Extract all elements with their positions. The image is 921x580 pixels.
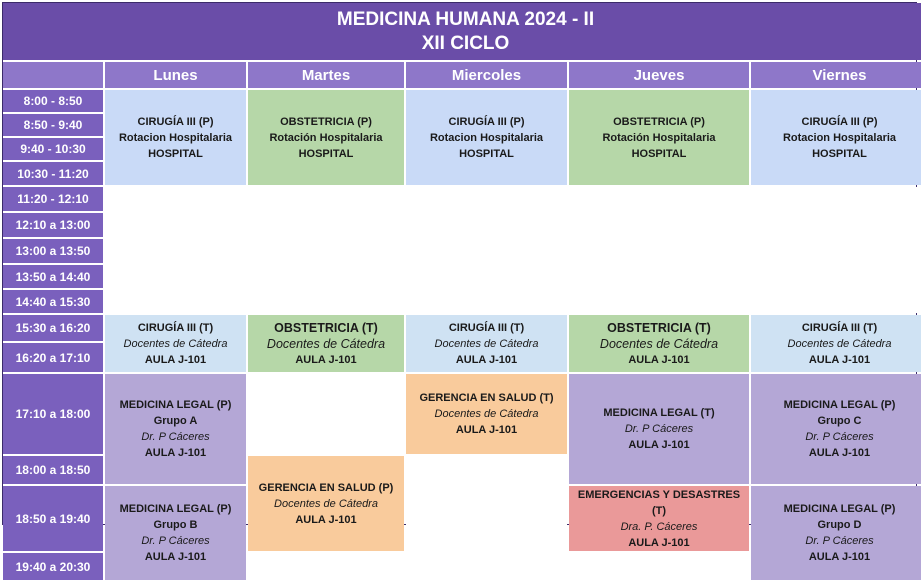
course-teacher: Dr. P Cáceres: [141, 431, 210, 443]
course-location: AULA J-101: [628, 439, 690, 451]
course-name: CIRUGÍA III (P): [801, 115, 878, 128]
empty-slot: [406, 187, 567, 313]
class-block-jueves-evening: [569, 374, 749, 484]
course-teacher: Dra. P. Cáceres: [620, 520, 698, 533]
class-block-viernes-morning: [751, 90, 921, 185]
time-slot: 14:40 a 15:30: [3, 290, 103, 313]
course-teacher: Dr. P Cáceres: [141, 535, 210, 547]
class-block-miercoles-evening: [406, 374, 567, 454]
course-name: CIRUGÍA III (T): [137, 321, 214, 334]
class-block-lunes-morning: [105, 90, 246, 185]
course-teacher: Dr. P Cáceres: [805, 535, 874, 547]
class-block-viernes-afternoon: [751, 315, 921, 372]
course-location: AULA J-101: [808, 551, 871, 563]
day-header-martes: Martes: [248, 62, 404, 88]
course-detail: Rotación Hospitalaria: [269, 131, 383, 144]
class-block-jueves-afternoon: [569, 315, 749, 372]
class-block-miercoles-afternoon: [406, 315, 567, 372]
course-name: OBSTETRICIA (T): [274, 320, 378, 335]
class-block-lunes-evening-1: [105, 374, 246, 484]
course-location: AULA J-101: [144, 551, 207, 563]
empty-slot: [406, 456, 567, 580]
course-location: AULA J-101: [455, 353, 518, 366]
class-block-martes-morning: [248, 90, 404, 185]
course-name: CIRUGÍA III (P): [448, 115, 525, 128]
time-slot: 9:40 - 10:30: [3, 138, 103, 160]
course-location: HOSPITAL: [631, 147, 687, 160]
course-name: GERENCIA EN SALUD (T): [419, 392, 554, 404]
course-teacher: Docentes de Cátedra: [266, 336, 386, 351]
time-slot: 18:50 a 19:40: [3, 486, 103, 551]
class-block-viernes-evening-1: [751, 374, 921, 484]
course-location: HOSPITAL: [459, 147, 514, 160]
class-block-martes-afternoon: [248, 315, 404, 372]
course-location: AULA J-101: [808, 447, 871, 459]
course-group: Grupo D: [817, 519, 862, 531]
class-block-miercoles-morning: [406, 90, 567, 185]
time-slot: 10:30 - 11:20: [3, 162, 103, 185]
class-block-lunes-afternoon: [105, 315, 246, 372]
class-block-lunes-evening-2: [105, 486, 246, 580]
class-block-jueves-emergencias: [569, 486, 749, 551]
course-location: HOSPITAL: [148, 147, 203, 160]
empty-slot: [569, 187, 749, 313]
course-location: HOSPITAL: [298, 147, 354, 160]
course-name: OBSTETRICIA (T): [607, 320, 711, 335]
day-header-jueves: Jueves: [569, 62, 749, 88]
course-name: CIRUGÍA III (T): [448, 321, 525, 334]
course-location: AULA J-101: [295, 513, 357, 526]
course-group: Grupo A: [153, 415, 198, 427]
course-location: AULA J-101: [628, 353, 690, 366]
course-name: CIRUGÍA III (T): [801, 321, 878, 334]
time-slot: 8:50 - 9:40: [3, 114, 103, 136]
course-group: Grupo B: [153, 519, 198, 531]
course-teacher: Docentes de Cátedra: [787, 337, 892, 350]
time-slot: 13:00 a 13:50: [3, 239, 103, 263]
course-group: Grupo C: [817, 415, 862, 427]
schedule-title: [3, 3, 921, 60]
course-detail: Rotacion Hospitalaria: [782, 131, 897, 144]
class-block-jueves-morning: [569, 90, 749, 185]
time-slot: 18:00 a 18:50: [3, 456, 103, 484]
course-name: MEDICINA LEGAL (P): [783, 399, 896, 411]
course-detail: Rotación Hospitalaria: [602, 131, 716, 144]
empty-slot: [569, 553, 749, 580]
empty-slot: [105, 187, 246, 313]
time-slot: 11:20 - 12:10: [3, 187, 103, 211]
course-name: MEDICINA LEGAL (P): [119, 399, 232, 411]
course-location: AULA J-101: [808, 353, 871, 366]
course-location: AULA J-101: [144, 447, 207, 459]
course-name: MEDICINA LEGAL (P): [783, 503, 896, 515]
title-line-2: XII CICLO: [421, 32, 510, 54]
course-name: OBSTETRICIA (P): [613, 115, 705, 128]
time-slot: 15:30 a 16:20: [3, 315, 103, 341]
time-slot: 12:10 a 13:00: [3, 213, 103, 237]
day-header-lunes: Lunes: [105, 62, 246, 88]
time-slot: 19:40 a 20:30: [3, 553, 103, 580]
empty-slot: [751, 187, 921, 313]
course-location: HOSPITAL: [812, 147, 867, 160]
course-location: AULA J-101: [144, 353, 207, 366]
course-teacher: Dr. P Cáceres: [624, 423, 694, 435]
day-header-miercoles: Miercoles: [406, 62, 567, 88]
course-teacher: Dr. P Cáceres: [805, 431, 874, 443]
time-slot: 17:10 a 18:00: [3, 374, 103, 454]
course-teacher: Docentes de Cátedra: [434, 337, 539, 350]
empty-slot: [248, 187, 404, 313]
course-type: (T): [651, 504, 667, 517]
course-name: MEDICINA LEGAL (P): [119, 503, 232, 515]
class-block-viernes-evening-2: [751, 486, 921, 580]
course-location: AULA J-101: [295, 353, 357, 366]
time-slot: 13:50 a 14:40: [3, 265, 103, 288]
course-teacher: Docentes de Cátedra: [599, 336, 719, 351]
title-line-1: MEDICINA HUMANA 2024 - II: [336, 8, 595, 30]
course-teacher: Docentes de Cátedra: [274, 497, 378, 510]
corner-cell: [3, 62, 103, 88]
course-name: EMERGENCIAS Y DESASTRES: [577, 488, 741, 501]
course-name: MEDICINA LEGAL (T): [603, 407, 715, 419]
course-teacher: Docentes de Cátedra: [434, 408, 539, 420]
time-slot: 8:00 - 8:50: [3, 90, 103, 112]
course-name: GERENCIA EN SALUD (P): [258, 481, 394, 494]
course-location: AULA J-101: [455, 424, 518, 436]
empty-slot: [248, 553, 404, 580]
empty-slot: [248, 374, 404, 454]
course-location: AULA J-101: [628, 536, 690, 549]
course-teacher: Docentes de Cátedra: [123, 337, 228, 350]
day-header-viernes: Viernes: [751, 62, 921, 88]
course-name: OBSTETRICIA (P): [280, 115, 372, 128]
schedule-table: [2, 2, 917, 574]
course-detail: Rotacion Hospitalaria: [429, 131, 544, 144]
time-slot: 16:20 a 17:10: [3, 343, 103, 372]
course-detail: Rotacion Hospitalaria: [118, 131, 233, 144]
course-name: CIRUGÍA III (P): [137, 115, 214, 128]
class-block-martes-evening: [248, 456, 404, 551]
